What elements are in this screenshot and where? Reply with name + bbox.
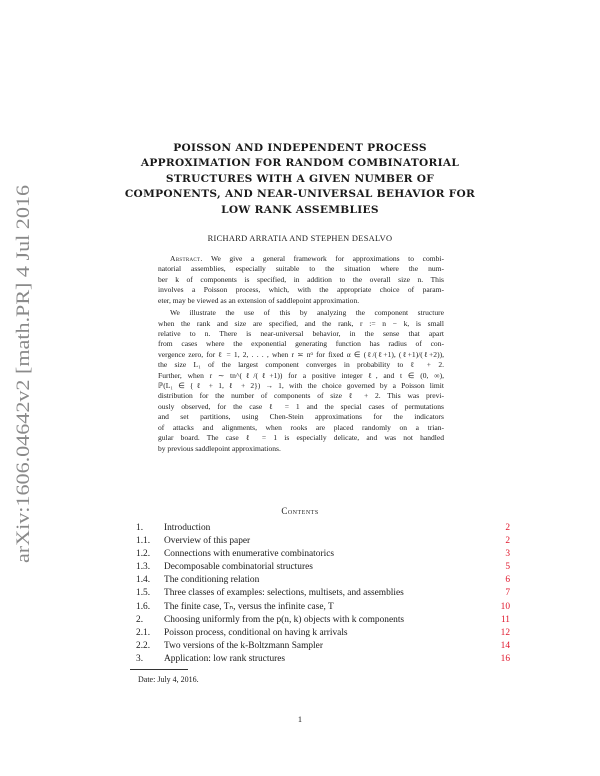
toc-section-number: 1.6. [136,601,151,612]
abstract-label: Abstract. [170,254,203,263]
toc-section-title: Two versions of the k-Boltzmann Sampler [164,640,323,651]
toc-section-number: 2.2. [136,640,151,651]
abstract-line: relative to n. There is near-universal behavior, in the sense that apart [158,329,444,339]
abstract-line: ℙ(L₁ ∈ {ℓ + 1, ℓ + 2}) → 1, with the choice governed by a Poisson limit [158,381,444,391]
table-of-contents [130,522,510,666]
toc-section-number: 3. [136,653,144,664]
toc-section-number: 1.3. [136,562,151,573]
toc-page-link[interactable]: 3 [505,549,510,560]
toc-page-link[interactable]: 5 [505,562,510,573]
toc-section-number: 2.1. [136,627,151,638]
toc-entry-introduction[interactable] [130,522,510,535]
toc-page-link[interactable]: 14 [500,640,510,651]
toc-section-number: 1.5. [136,588,151,599]
toc-page-link[interactable]: 2 [505,523,510,533]
toc-entry-finite-case[interactable] [130,601,510,614]
abstract-line: when the rank and size are specified, and the rank, r := n − k, is small [158,318,444,328]
title-line: LOW RANK ASSEMBLIES [221,203,379,216]
footnote-rule [130,669,188,670]
title-line: STRUCTURES WITH A GIVEN NUMBER OF [165,172,435,185]
arxiv-identifier-text: arXiv:1606.04642v2 [math.PR] 4 Jul 2016 [13,237,34,563]
toc-section-title: Overview of this paper [164,536,251,547]
abstract-line: distribution for the number of components of size ℓ + 2. This was previ- [158,391,444,401]
toc-page-link[interactable]: 11 [500,614,510,625]
toc-section-title: The conditioning relation [164,575,260,586]
abstract-line: from cases where the exponential generating function has radius of con- [158,339,444,349]
toc-section-title: The finite case, Tₙ, versus the infinite case, T [164,601,334,612]
toc-section-title: Connections with enumerative combinatorics [164,549,335,560]
title-line: POISSON AND INDEPENDENT PROCESS [173,142,427,154]
toc-section-number: 1.4. [136,575,151,586]
title-line: APPROXIMATION FOR RANDOM COMBINATORIAL [140,157,460,170]
toc-entry-decomposable[interactable] [130,561,510,574]
paper-authors: RICHARD ARRATIA AND STEPHEN DESALVO [207,234,393,243]
toc-section-number: 2. [136,614,144,625]
paper-title [120,141,480,218]
abstract-line: by previous saddlepoint approximations. [158,443,281,453]
abstract-line: gular board. The case ℓ = 1 is especially delicate, and was not handled [158,433,444,443]
toc-section-title: Poisson process, conditional on having k arrivals [164,627,348,638]
page-number: 1 [297,715,303,724]
toc-section-title: Decomposable combinatorial structures [164,562,313,573]
footnote-date: Date: July 4, 2016. [138,675,199,684]
toc-entry-low-rank[interactable] [130,653,510,666]
title-line: COMPONENTS, AND NEAR-UNIVERSAL BEHAVIOR FOR [124,188,476,201]
abstract-line: eter, may be viewed as an extension of saddlepoint approximation. [158,295,360,305]
abstract-line: vergence zero, for ℓ = 1, 2, . . . , when r ≍ nᵅ for fixed α ∈ (ℓ/(ℓ+1), (ℓ+1)/(ℓ+2)), [158,349,444,359]
toc-entry-enumerative[interactable] [130,548,510,561]
abstract-line: of attacks and alignments, when rooks are placed randomly on a trian- [158,422,444,432]
toc-section-title: Introduction [164,523,211,533]
toc-entry-poisson-process[interactable] [130,627,510,640]
toc-section-number: 1.1. [136,536,151,547]
abstract-line: ously observed, for the case ℓ = 1 and the special cases of permutations [158,401,444,411]
toc-page-link[interactable]: 7 [505,588,510,599]
toc-entry-three-classes[interactable] [130,587,510,600]
abstract-line: ber k of components is specified, in addition to the overall size n. This [158,274,444,284]
toc-page-link[interactable]: 6 [505,575,510,586]
toc-entry-choosing-uniformly[interactable] [130,614,510,627]
toc-page-link[interactable]: 16 [500,653,510,664]
abstract-line: We illustrate the use of this by analyzing the component structure [170,308,444,318]
arxiv-identifier-stamp [2,183,42,563]
toc-section-title: Three classes of examples: selections, multisets, and assemblies [164,588,404,599]
abstract-line: the size L₁ of the largest component converges in probability to ℓ + 2. [158,360,444,370]
toc-entry-overview[interactable] [130,535,510,548]
abstract-line: natorial assemblies, especially suitable to the situation where the num- [158,264,444,274]
toc-section-title: Application: low rank structures [164,653,286,664]
abstract-line: Abstract. We give a general framework for approximations to combi- [170,254,444,263]
abstract [158,254,444,454]
toc-entry-boltzmann-sampler[interactable] [130,640,510,653]
toc-page-link[interactable]: 10 [500,601,510,612]
toc-section-title: Choosing uniformly from the p(n, k) objects with k components [164,614,405,625]
toc-section-number: 1. [136,523,144,533]
toc-entry-conditioning[interactable] [130,574,510,587]
abstract-line: involves a Poisson process, which, with the appropriate choice of param- [158,285,444,295]
contents-heading: Contents [281,506,319,516]
abstract-line: and set partitions, using Chen-Stein approximations for the indicators [158,412,444,422]
toc-page-link[interactable]: 12 [500,627,510,638]
abstract-line: Further, when r ∼ tn^(ℓ/(ℓ+1)) for a positive integer ℓ, and t ∈ (0, ∞), [158,370,444,380]
toc-page-link[interactable]: 2 [505,536,510,547]
toc-section-number: 1.2. [136,549,151,560]
